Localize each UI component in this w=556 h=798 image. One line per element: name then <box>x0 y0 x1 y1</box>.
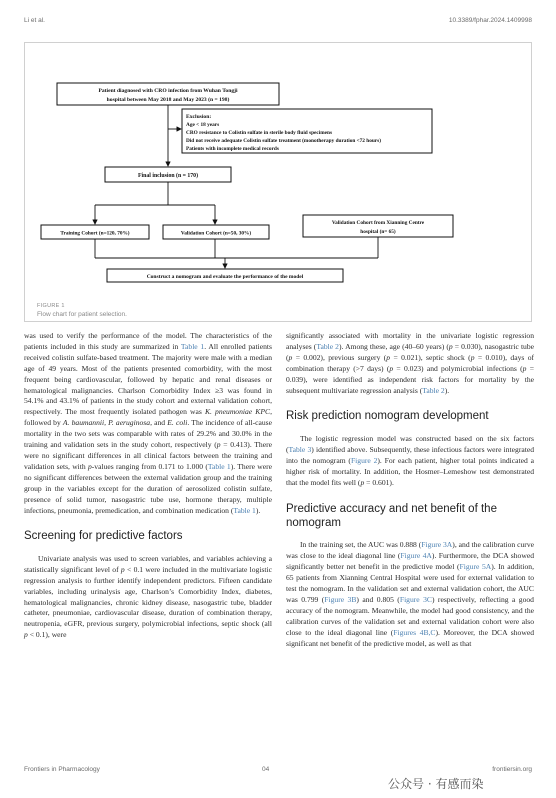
text-run: < 0.1), were <box>27 630 67 640</box>
text-run: -values ranging from 0.171 to 1.000 ( <box>91 461 208 471</box>
cross-reference-link[interactable]: Figure 3A <box>421 540 453 550</box>
text-run: p <box>87 461 92 471</box>
exclusion-title: Exclusion: <box>186 114 212 120</box>
text-run: = 0.039), were identified as independent risk factors for mortality by the subsequent multivariate regression analysis ( <box>286 363 534 395</box>
text-run: = 0.021), septic shock ( <box>390 352 471 362</box>
text-run: ). Among these, age (40–60 years) ( <box>338 341 449 351</box>
right-paragraph-2 <box>286 434 534 489</box>
text-run: ) respectively, reflecting a good accuracy of the nomogram. Meanwhile, the model had good consistency, and the calibration curves of the validation set and external validation cohort were also close to the ideal diagonal line ( <box>286 595 534 637</box>
footer-page-number: 04 <box>262 766 270 773</box>
flow-chart <box>25 43 533 298</box>
text-run: = 0.002), previous surgery ( <box>292 352 387 362</box>
text-run: E. coli <box>167 418 188 428</box>
cross-reference-link[interactable]: Figure 2 <box>350 455 378 465</box>
text-run: ). In addition, 65 patients from Xianning Central Hospital were used for external validation to test the nomogram. In the validation set and external validation cohort, the AUC was 0.799 ( <box>286 562 534 604</box>
text-run: = 0.030), nasogastric tube ( <box>286 341 535 362</box>
footer-site[interactable]: frontiersin.org <box>492 766 532 773</box>
text-run: . All enrolled patients received colistin sulfate-based treatment. The majority were male with a median age of 49 years. Most of the patients presented comorbidity, with the most frequent being cardiovascular, followed by hepatic and renal diseases or hematological malignancies. Charlson Comorbidity Index ≥3 was found in 54.1% and 43.1% of patients in the study cohort and external validation cohort, respectively. The most frequently isolated pathogen was <box>24 341 272 417</box>
validation-cohort-text: Validation Cohort (n=50, 30%) <box>180 230 252 237</box>
text-run: The logistic regression model was constructed based on the six factors ( <box>286 433 534 454</box>
text-run: p <box>470 352 475 362</box>
text-run: was used to verify the performance of the model. The characteristics of the patients included in this study are summarized in <box>24 331 272 351</box>
right-paragraph-1 <box>286 331 534 396</box>
cross-reference-link[interactable]: Table 1 <box>180 341 205 351</box>
text-run: ). Moreover, the DCA showed significant net benefit of the predictive model, as well as that <box>286 627 534 648</box>
right-paragraph-3 <box>286 540 534 649</box>
text-run: , and <box>150 418 168 428</box>
heading-screening: Screening for predictive factors <box>24 530 183 543</box>
text-run: = 0.601). <box>364 477 394 487</box>
cross-reference-link[interactable]: Figures 4B,C <box>393 627 436 637</box>
text-run: = 0.023) and polymicrobial infections ( <box>393 363 523 373</box>
text-run: p <box>24 630 28 640</box>
heading-risk-nomogram: Risk prediction nomogram development <box>286 410 489 423</box>
figure-caption: Flow chart for patient selection. <box>37 311 127 318</box>
text-run: p <box>448 341 453 351</box>
text-run: ) and 0.805 ( <box>356 595 400 604</box>
text-run: ). <box>444 385 450 395</box>
external-validation-line1: Validation Cohort from Xianning Centre <box>331 220 425 226</box>
left-paragraph-2 <box>24 554 272 641</box>
text-run: p <box>216 440 221 450</box>
exclusion-item-1: Age < 18 years <box>186 122 220 128</box>
text-run: ). Furthermore, the DCA showed significantly better net benefit in the predictive model ( <box>286 551 534 572</box>
text-run: , followed by <box>24 407 272 428</box>
external-validation-line2: hospital (n= 65) <box>360 229 396 235</box>
left-paragraph-1 <box>24 331 272 516</box>
training-cohort-text: Training Cohort (n=120, 70%) <box>60 230 130 237</box>
text-run: = 0.413). There were no significant differences in all clinical factors between the training and validation sets, with <box>24 440 272 471</box>
figure-label: FIGURE 1 <box>37 303 65 309</box>
text-run: p <box>360 477 365 487</box>
text-run: In the training set, the AUC was 0.888 ( <box>300 540 422 550</box>
cross-reference-link[interactable]: Figure 3B <box>324 595 357 604</box>
cross-reference-link[interactable]: Figure 5A <box>459 562 492 572</box>
text-run: Univariate analysis was used to screen variables, and variables achieving a statistically significant level of <box>24 553 272 574</box>
cross-reference-link[interactable]: Table 1 <box>233 505 256 515</box>
text-run: p <box>522 363 527 373</box>
footer-journal: Frontiers in Pharmacology <box>24 766 100 773</box>
text-run: p <box>386 352 391 362</box>
cross-reference-link[interactable]: Table 1 <box>207 461 231 471</box>
text-run: . The incidence of all-cause mortality in the two sets was comparable with rates of 29.2% and 30.0% in the training and validation sets in the study cohort, respectively ( <box>24 418 272 450</box>
text-run: p <box>389 363 394 373</box>
cross-reference-link[interactable]: Figure 3C <box>399 595 432 604</box>
text-run: p <box>120 564 125 574</box>
text-run: K. pneumoniae KPC <box>204 407 271 417</box>
cross-reference-link[interactable]: Table 2 <box>316 341 339 351</box>
text-run: A. baumannii, P. aeruginosa <box>62 418 151 428</box>
cross-reference-link[interactable]: Figure 4A <box>400 551 432 561</box>
text-run: = 0.010), days of combination therapy (>7 days) ( <box>286 352 535 373</box>
left-column <box>24 331 272 641</box>
exclusion-item-2: CRO resistance to Colistin sulfate in sterile body fluid specimens <box>186 130 333 136</box>
final-inclusion-text: Final inclusion (n = 170) <box>138 173 198 179</box>
text-run: significantly associated with mortality in the univariate logistic regression analyses ( <box>286 331 534 351</box>
right-column <box>286 331 534 650</box>
exclusion-item-4: Patients with incomplete medical records <box>186 146 279 152</box>
text-run: ) identified above. Subsequently, these infectious factors were integrated into the nomogram ( <box>286 444 534 465</box>
text-run: < 0.1 were included in the multivariate logistic regression analysis to further identify independent predictors. Fifteen candidate variables, including urinalysis age, Charlson’s Comorbidity Index, diabetes, hematological malignancies, chronic kidney disease, nasogastric tube, bladder catheter, pneumoniae, cardiovascular disease, duration of combination therapy, neutropenia, eGFR, previous surgery, polymicrobial infections, septic shock (all <box>24 564 272 629</box>
exclusion-item-3: Did not receive adequate Colistin sulfate treatment (monotherapy duration <72 hours) <box>186 138 381 144</box>
text-run: ). <box>255 505 261 515</box>
text-run: ). There were no significant differences between the external validation group and the training group in the variables except for the duration of aerosolized colistin sulfate, presence of solid tumor, nasogastric tube use, hormone therapy, multiple infections, pneumonia, premedication, and combination medication ( <box>24 461 273 515</box>
figure-1 <box>24 42 532 322</box>
cross-reference-link[interactable]: Table 3 <box>288 444 312 454</box>
box-patients-line2: hospital between May 2018 and May 2023 (n = 198) <box>106 97 230 103</box>
text-run: ), and the calibration curve was close to the ideal diagonal line ( <box>286 540 534 561</box>
cross-reference-link[interactable]: Table 2 <box>422 385 445 395</box>
text-run: p <box>288 352 293 362</box>
heading-predictive-accuracy: Predictive accuracy and net benefit of the nomogram <box>286 503 497 529</box>
watermark: 公众号 · 有感而染 <box>384 773 487 794</box>
construct-nomogram-text: Construct a nomogram and evaluate the performance of the model <box>146 274 304 280</box>
running-header-authors: Li et al. <box>24 17 45 24</box>
running-header-doi[interactable]: 10.3389/fphar.2024.1409998 <box>448 17 532 24</box>
text-run: ). For each patient, higher total points indicated a higher risk of mortality. In addition, the Hosmer–Lemeshow test demonstrated that the model fits well ( <box>286 455 534 487</box>
box-patients-line1: Patient diagnosed with CRO infection from Wuhan Tongji <box>98 88 238 94</box>
